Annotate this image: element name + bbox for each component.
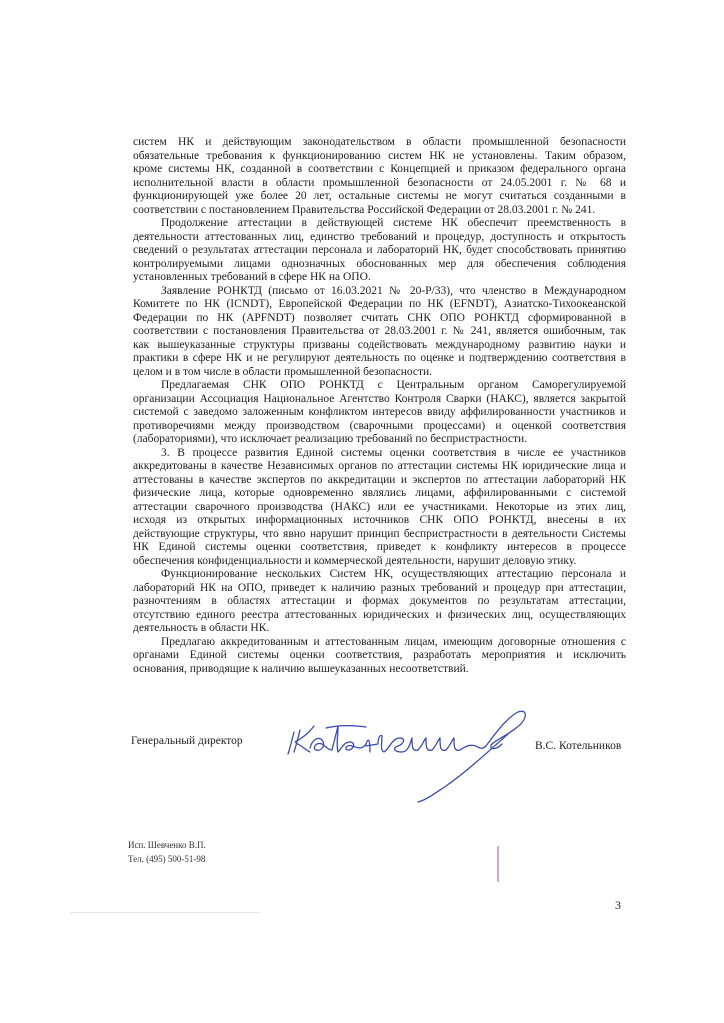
- signature: [282, 704, 532, 804]
- paragraph-5: [133, 447, 626, 569]
- text-line: соответствии с постановления Правительства от 28.03.2001 г. № 241, является ошибочным, так: [133, 325, 626, 337]
- text-line: аккредитованы в качестве Независимых органов по аттестации системы НК юридические лица и: [133, 460, 626, 472]
- paragraph-7: [133, 636, 626, 677]
- signature-stroke: [295, 726, 314, 742]
- text-line: организации Ассоциация Национальное Агентство Контроля Сварки (НАКС), является закрытой: [133, 392, 626, 405]
- text-line: Заявление РОНКТД (письмо от 16.03.2021 № 20-Р/33), что членство в Международном: [161, 284, 626, 297]
- paragraph-2: [133, 217, 626, 285]
- letter-body: [133, 136, 626, 676]
- signature-stroke: [418, 734, 508, 802]
- text-line: физические лица, которые одновременно являлись лицами, аффилированными с системой: [133, 487, 626, 499]
- text-line: соответствии с постановлением Правительства Российской Федерации от 28.03.2001 г. № 241.: [133, 203, 596, 216]
- signer-position: Генеральный директор: [131, 735, 243, 747]
- text-line: НК Единой системы оценки соответствия, приведет к конфликту интересов в процессе: [133, 541, 626, 553]
- text-line: установленных требований в сфере НК на ОПО.: [133, 271, 371, 283]
- text-line: исходя из открытых информационных источников СНК ОПО РОНКТД, внесены в их: [133, 514, 626, 526]
- text-line: как вышеуказанные структуры призваны содействовать международному развитию науки и: [133, 338, 626, 351]
- paragraph-1: [133, 136, 626, 217]
- text-line: исполнительной власти в области промышленной безопасности от 24.05.2001 г. № 68 и: [133, 176, 626, 189]
- text-line: Функционирование нескольких Систем НК, осуществляющих аттестацию персонала и: [161, 568, 626, 580]
- executor-phone: Тел. (495) 500-51-98: [128, 854, 206, 864]
- text-line: кроме системы НК, созданной в соответствии с Концепцией и приказом федерального органа: [133, 163, 626, 175]
- page-number: 3: [615, 898, 621, 912]
- text-line: практики в сфере НК и не регулируют деятельность по оценке и подтверждению соответствия в: [133, 352, 626, 364]
- text-line: противоречиями между производством (сварочными процессами) и оценкой соответствия: [133, 419, 626, 432]
- text-line: лабораторий НК на ОПО, приведет к наличию разных требований и процедур при аттестации,: [133, 581, 626, 594]
- text-line: аттестованы в качестве экспертов по аккредитации и экспертов по аттестации лабораторий НК: [133, 473, 626, 486]
- text-line: деятельность в области НК.: [133, 622, 270, 634]
- text-line: системой с заведомо заложенным конфликтом интересов ввиду аффилированности участников и: [133, 406, 626, 418]
- scan-artifact-line: [70, 912, 260, 913]
- text-line: обеспечения конфиденциальности и коммерческой деятельности, нарушит деловую этику.: [133, 554, 577, 567]
- paragraph-6: [133, 568, 626, 636]
- text-line: функционирующей уже более 20 лет, остальные системы не могут считаться созданными в: [133, 190, 626, 202]
- paragraph-3: [133, 285, 626, 380]
- text-line: Федерации по НК (APFNDT) позволяет считать СНК ОПО РОНКТД сформированной в: [133, 311, 626, 324]
- text-line: аттестации сварочного производства (НАКС) или ее участниками. Некоторые из этих лиц,: [133, 500, 626, 513]
- text-line: отсутствию единого реестра аттестованных юридических и физических лиц, осуществляющих: [133, 608, 626, 621]
- text-line: органами Единой системы оценки соответствия, разработать мероприятия и исключить: [133, 649, 626, 661]
- text-line: систем НК и действующим законодательством в области промышленной безопасности: [133, 136, 626, 148]
- text-line: основания, приводящие к наличию вышеуказанных несоответствий.: [133, 662, 469, 675]
- text-line: (лабораториями), что исключает реализацию требований по беспристрастности.: [133, 433, 528, 445]
- paragraph-4: [133, 379, 626, 447]
- signer-name: В.С. Котельников: [535, 740, 622, 752]
- text-line: разночтениям в областях аттестации и формах документов по результатам аттестации,: [133, 595, 626, 607]
- signature-stroke: [310, 711, 525, 752]
- text-line: целом и в том числе в области промышленной безопасности.: [133, 365, 433, 378]
- text-line: Предлагаю аккредитованным и аттестованным лицам, имеющим договорные отношения с: [161, 635, 626, 648]
- text-line: деятельности аттестованных лиц, единство требований и процедур, доступность и открытость: [133, 230, 626, 243]
- signature-stroke: [288, 732, 294, 754]
- scan-artifact-mark: [497, 846, 499, 882]
- text-line: контролируемыми лицами однозначных обоснованных мер для обеспечения соблюдения: [133, 257, 626, 270]
- text-line: действующие структуры, что явно нарушит принцип беспристрастности в деятельности Системы: [133, 527, 626, 540]
- text-line: Предлагаемая СНК ОПО РОНКТД с Центральным органом Саморегулируемой: [161, 379, 626, 391]
- text-line: Комитете по НК (ICNDT), Европейской Федерации по НК (EFNDT), Азиатско-Тихоокеанской: [133, 298, 626, 310]
- text-line: 3. В процессе развития Единой системы оценки соответствия в числе ее участников: [161, 446, 626, 459]
- text-line: Продолжение аттестации в действующей системе НК обеспечит преемственность в: [161, 217, 626, 229]
- text-line: сведений о результатах аттестации персонала и лабораторий НК, будет способствовать принятию: [133, 244, 626, 256]
- signature-stroke: [296, 743, 310, 752]
- text-line: обязательные требования к функционированию систем НК не установлены. Таким образом,: [133, 149, 626, 162]
- signature-stroke: [326, 726, 366, 728]
- executor-note: Исп. Шевченко В.П.: [128, 840, 206, 850]
